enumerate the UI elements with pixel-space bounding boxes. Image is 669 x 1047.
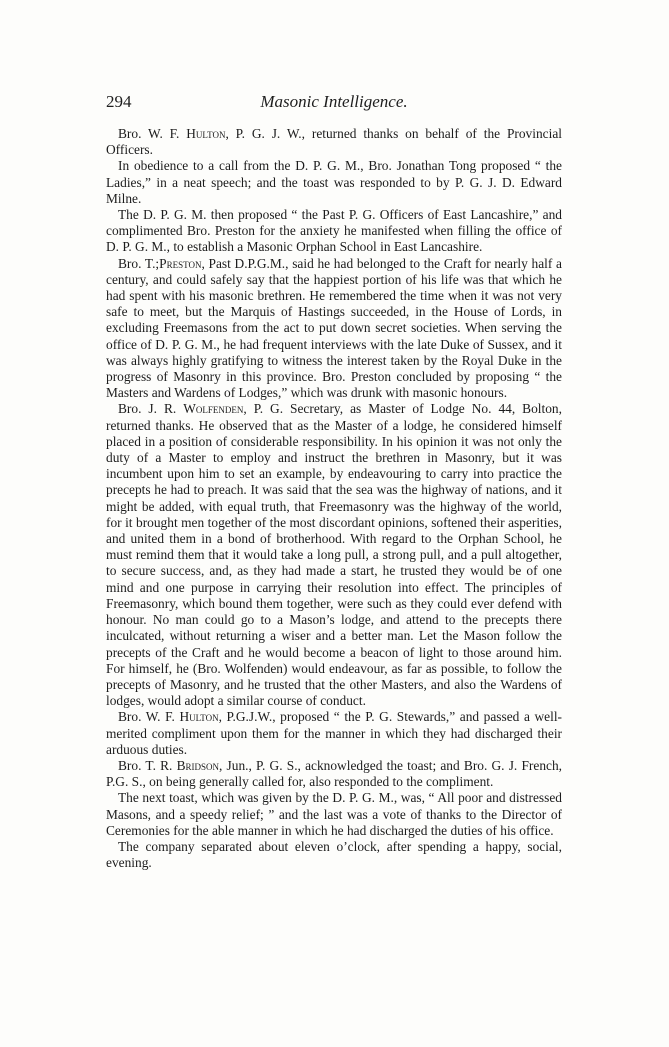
text-run: In obedience to a call from the D. P. G. M., Bro. Jonathan Tong proposed “ the Ladies,” in a neat speech; and the toast was responded to by P. G. J. D. Edward Milne. [106,158,562,206]
text-run: Bro. J. R. [118,401,184,417]
running-title: Masonic Intelligence. [260,92,408,111]
page-header [106,92,562,116]
paragraph [106,158,562,207]
text-run: Bro. T.; [118,255,160,271]
text-run: , Jun., P. G. S., acknowledged the toast; and Bro. G. J. French, P.G. S., on being generally called for, also responded to the compliment. [106,757,562,790]
paragraph [106,790,562,839]
text-run: Bro. W. F. [118,126,187,141]
paragraph [106,758,562,790]
text-run: The company separated about eleven o’clock, after spending a happy, social, evening. [106,838,562,871]
speaker-name: Preston [159,255,202,271]
article-body [106,126,562,871]
paragraph [106,126,562,158]
text-run: Bro. T. R. [118,757,177,773]
speaker-name: Hulton [179,709,219,725]
paragraph [106,839,562,871]
text-run: , P.G.J.W., proposed “ the P. G. Stewards,” and passed a well-merited compliment upon them for the manner in which they had discharged their arduous duties. [106,709,562,757]
paragraph [106,256,562,402]
text-run: , P. G. Secretary, as Master of Lodge No. 44, Bolton, returned thanks. He observed that as the Master of a lodge, he considered himself placed in a position of considerable responsibility. In his opinion it was not only the duty of a Master to employ and instruct the brethren in Masonry, but it was incumbent upon him to set an example, by endeavouring to carry into practice the precepts he had to preach. It was said that the sea was the highway of nations, and it might be added, with equal truth, that Freemasonry was the highway of the world, for it brought men together of the most discordant opinions, softened their asperities, and united them in a bond of brotherhood. With regard to the Orphan School, he must remind them that it would take a long pull, a strong pull, and a pull altogether, to secure success, and, as they had made a start, he trusted they would be of one mind and one purpose in carrying their resolution into effect. The principles of Freemasonry, which bound them together, were such as they could ever defend with honour. No man could go to a Mason’s lodge, and attend to the precepts there inculcated, without returning a wiser and a better man. Let the Mason follow the precepts of the Craft and he would become a beacon of light to those around him. For himself, he (Bro. Wolfenden) would endeavour, as far as possible, to follow the precepts of Masonry, and he trusted that the other Masters, and also the Wardens of lodges, would adopt a similar course of conduct. [106,401,562,709]
text-run: , P. G. J. W., returned thanks on behalf of the Provincial Officers. [106,126,562,158]
page-number: 294 [106,92,132,111]
paragraph [106,709,562,758]
speaker-name: Hulton [186,126,226,141]
text-run: The D. P. G. M. then proposed “ the Past P. G. Officers of East Lancashire,” and complimented Bro. Preston for the anxiety he manifested when filling the office of D. P. G. M., to establish a Masonic Orphan School in East Lancashire. [106,207,562,255]
speaker-name: Wolfenden [183,401,244,417]
paragraph [106,401,562,709]
text-run: , Past D.P.G.M., said he had belonged to the Craft for nearly half a century, and could safely say that the happiest portion of his life was that which he had spent with his masonic brethren. He remembered the time when it was not very safe to meet, but the Marquis of Hastings succeeded, in the House of Lords, in excluding Freemasons from the act to put down secret societies. When serving the office of D. P. G. M., he had frequent interviews with the late Duke of Sussex, and it was always highly gratifying to witness the interest taken by the Royal Duke in the progress of Masonry in this province. Bro. Preston concluded by proposing “ the Masters and Wardens of Lodges,” which was drunk with masonic honours. [106,255,562,401]
text-run: The next toast, which was given by the D. P. G. M., was, “ All poor and distressed Masons, and a speedy relief; ” and the last was a vote of thanks to the Director of Ceremonies for the able manner in which he had discharged the duties of his office. [106,790,562,838]
paragraph [106,207,562,256]
speaker-name: Bridson [176,757,220,773]
text-run: Bro. W. F. [118,709,180,725]
